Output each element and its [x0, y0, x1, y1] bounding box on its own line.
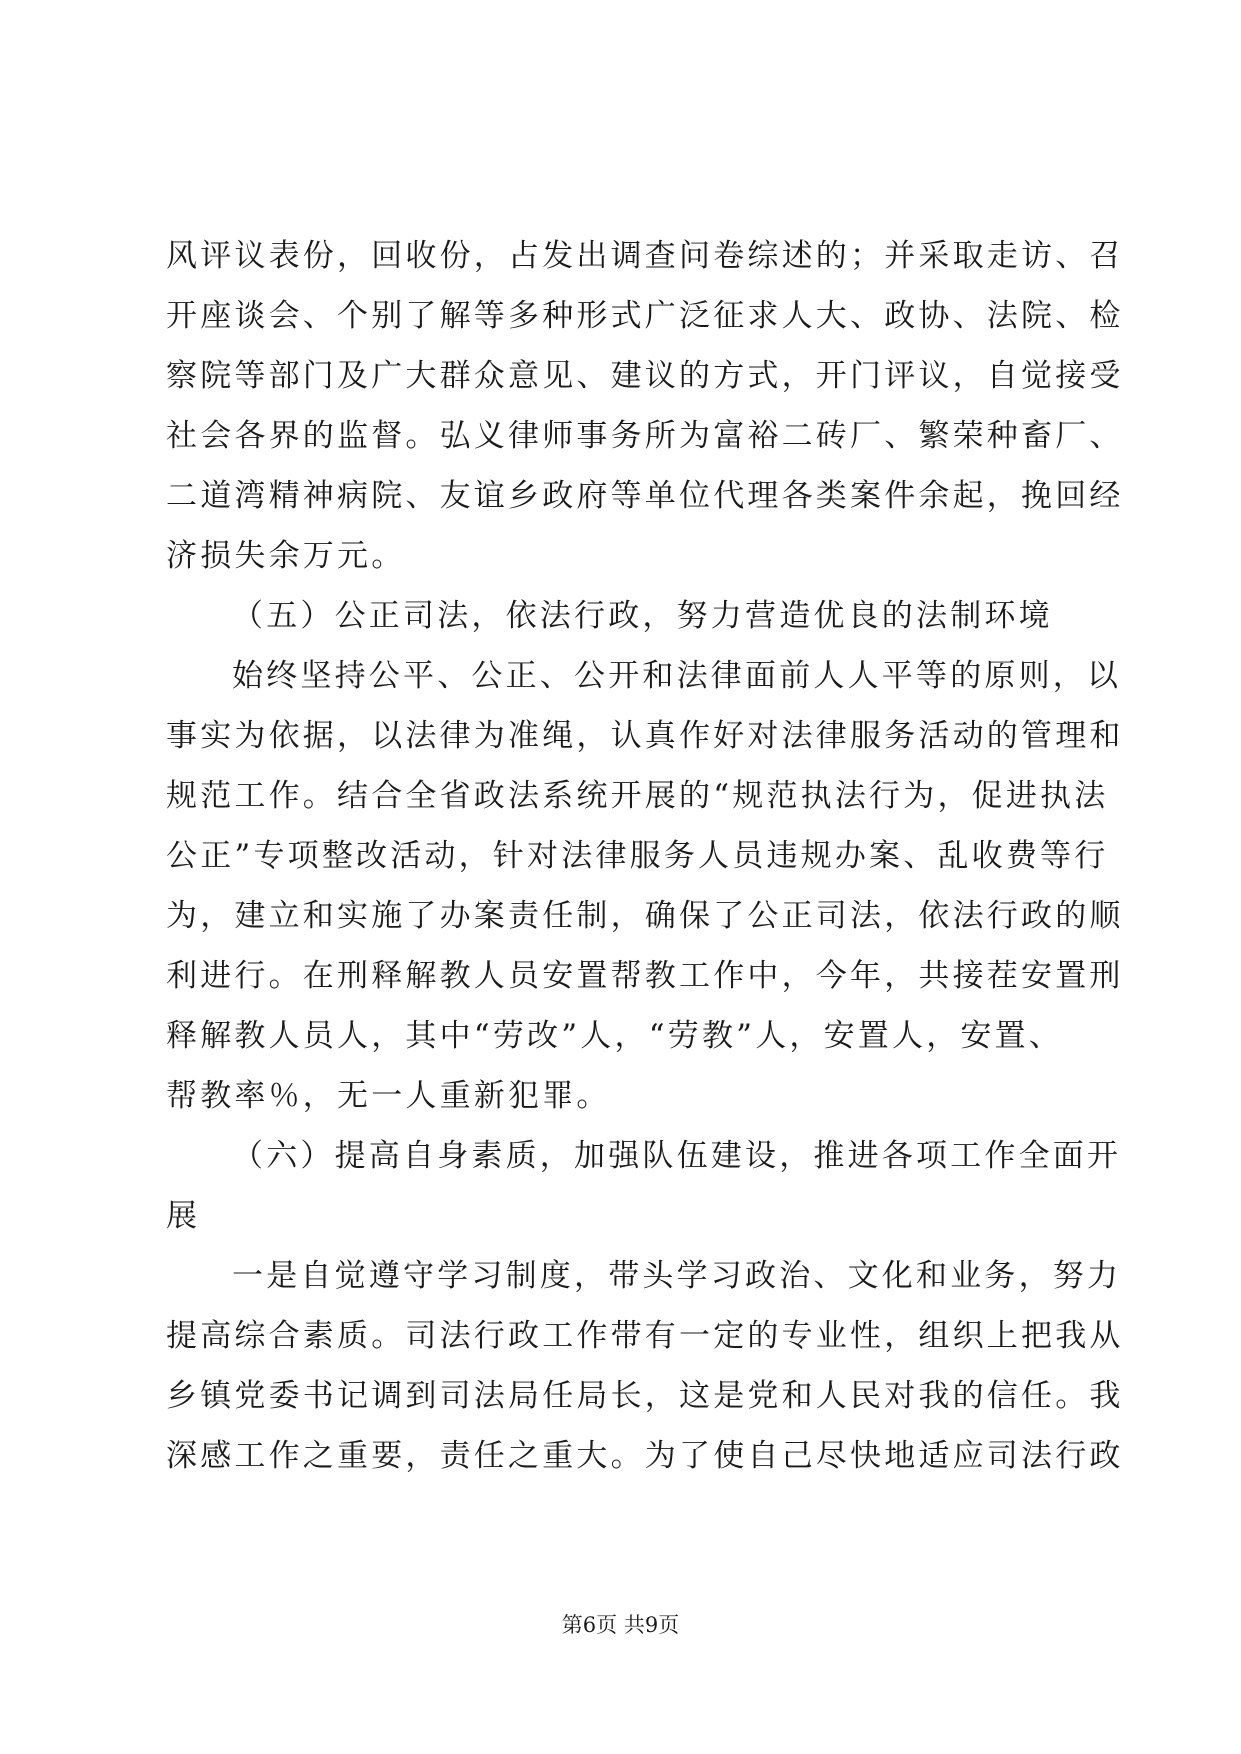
text-line: 利进行。在刑释解教人员安置帮教工作中，今年，共接茬安置刑 [166, 958, 1124, 994]
text-line: 察院等部门及广大群众意见、建议的方式，开门评议，自觉接受 [166, 358, 1124, 394]
paragraph-start: 始终坚持公平、公正、公开和法律面前人人平等的原则，以 [232, 658, 1122, 694]
section-heading-6: （六）提高自身素质，加强队伍建设，推进各项工作全面开 [232, 1138, 1122, 1174]
body-text [166, 226, 1124, 1486]
text-line: 帮教率％，无一人重新犯罪。 [166, 1078, 611, 1114]
text-line: 展 [166, 1198, 201, 1234]
text-line: 深感工作之重要，责任之重大。为了使自己尽快地适应司法行政 [166, 1438, 1124, 1474]
text-line: 为，建立和实施了办案责任制，确保了公正司法，依法行政的顺 [166, 898, 1124, 934]
text-line: 规范工作。结合全省政法系统开展的“规范执法行为，促进执法 [166, 778, 1109, 814]
text-line: 公正”专项整改活动，针对法律服务人员违规办案、乱收费等行 [166, 838, 1109, 874]
text-line: 社会各界的监督。弘义律师事务所为富裕二砖厂、繁荣种畜厂、 [166, 418, 1124, 454]
page-footer: 第6页 共9页 [561, 1613, 680, 1637]
text-line: 二道湾精神病院、友谊乡政府等单位代理各类案件余起，挽回经 [166, 478, 1124, 514]
text-line: 乡镇党委书记调到司法局任局长，这是党和人民对我的信任。我 [166, 1378, 1124, 1414]
paragraph-start: 一是自觉遵守学习制度，带头学习政治、文化和业务，努力 [232, 1258, 1122, 1294]
section-heading-5: （五）公正司法，依法行政，努力营造优良的法制环境 [232, 598, 1053, 634]
text-line: 开座谈会、个别了解等多种形式广泛征求人大、政协、法院、检 [166, 298, 1124, 334]
text-line: 事实为依据，以法律为准绳，认真作好对法律服务活动的管理和 [166, 718, 1124, 754]
text-line: 风评议表份，回收份，占发出调查问卷综述的；并采取走访、召 [166, 238, 1124, 274]
text-line: 济损失余万元。 [166, 538, 406, 574]
text-line: 提高综合素质。司法行政工作带有一定的专业性，组织上把我从 [166, 1318, 1124, 1354]
text-line: 释解教人员人，其中“劳改”人，“劳教”人，安置人，安置、 [166, 1018, 1063, 1054]
